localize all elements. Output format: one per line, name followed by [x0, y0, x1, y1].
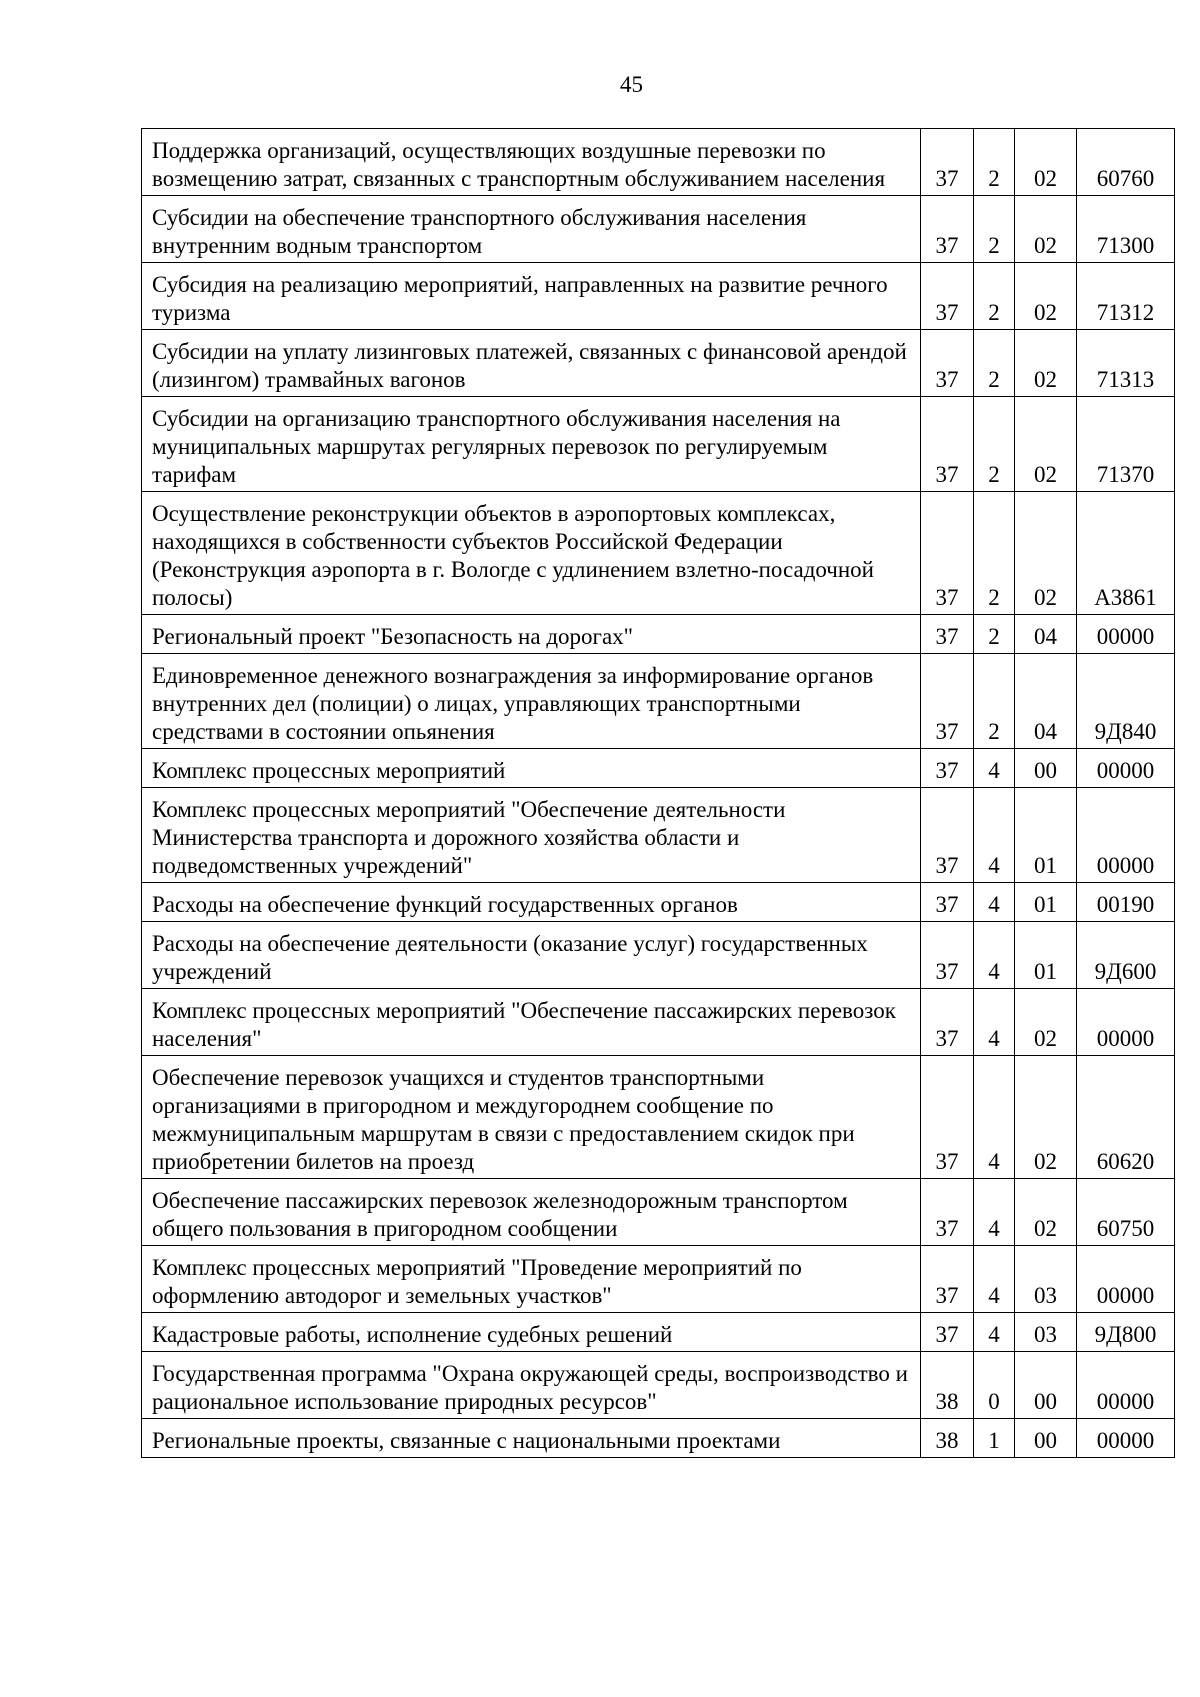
table-row: [142, 1352, 1175, 1419]
subprogram-code-cell: 2: [974, 654, 1015, 749]
table-row: [142, 654, 1175, 749]
table-row: [142, 1179, 1175, 1246]
program-code-cell: 37: [921, 196, 974, 263]
program-code-cell: 37: [921, 330, 974, 397]
table-row: [142, 1056, 1175, 1179]
expenditure-name-cell: Комплекс процессных мероприятий "Проведение мероприятий по оформлению автодорог и земельных участков": [142, 1246, 921, 1313]
direction-code-cell: 00000: [1077, 749, 1175, 788]
table-row: [142, 492, 1175, 615]
expenditure-name-cell: Кадастровые работы, исполнение судебных решений: [142, 1313, 921, 1352]
table-row: [142, 397, 1175, 492]
subprogram-code-cell: 4: [974, 1246, 1015, 1313]
direction-code-cell: 00190: [1077, 883, 1175, 922]
expenditure-name-cell: Поддержка организаций, осуществляющих воздушные перевозки по возмещению затрат, связанных с транспортным обслуживанием населения: [142, 129, 921, 196]
event-code-cell: 04: [1015, 615, 1077, 654]
event-code-cell: 02: [1015, 263, 1077, 330]
direction-code-cell: 00000: [1077, 1419, 1175, 1458]
direction-code-cell: 71312: [1077, 263, 1175, 330]
event-code-cell: 00: [1015, 749, 1077, 788]
subprogram-code-cell: 2: [974, 330, 1015, 397]
event-code-cell: 00: [1015, 1419, 1077, 1458]
program-code-cell: 38: [921, 1352, 974, 1419]
event-code-cell: 01: [1015, 883, 1077, 922]
program-code-cell: 37: [921, 1246, 974, 1313]
subprogram-code-cell: 4: [974, 788, 1015, 883]
event-code-cell: 02: [1015, 397, 1077, 492]
direction-code-cell: 00000: [1077, 989, 1175, 1056]
expenditure-name-cell: Региональные проекты, связанные с национальными проектами: [142, 1419, 921, 1458]
expenditure-name-cell: Единовременное денежного вознаграждения за информирование органов внутренних дел (полиции) о лицах, управляющих транспортными средствами в состоянии опьянения: [142, 654, 921, 749]
subprogram-code-cell: 4: [974, 922, 1015, 989]
direction-code-cell: А3861: [1077, 492, 1175, 615]
subprogram-code-cell: 2: [974, 615, 1015, 654]
event-code-cell: 03: [1015, 1313, 1077, 1352]
table-row: [142, 883, 1175, 922]
expenditure-name-cell: Расходы на обеспечение деятельности (оказание услуг) государственных учреждений: [142, 922, 921, 989]
page-number: 45: [620, 72, 643, 97]
program-code-cell: 37: [921, 1056, 974, 1179]
program-code-cell: 37: [921, 397, 974, 492]
program-code-cell: 37: [921, 749, 974, 788]
event-code-cell: 04: [1015, 654, 1077, 749]
expenditure-name-cell: Государственная программа "Охрана окружающей среды, воспроизводство и рациональное использование природных ресурсов": [142, 1352, 921, 1419]
budget-classification-table: [141, 128, 1175, 1458]
expenditure-name-cell: Комплекс процессных мероприятий "Обеспечение пассажирских перевозок населения": [142, 989, 921, 1056]
program-code-cell: 37: [921, 492, 974, 615]
expenditure-name-cell: Субсидия на реализацию мероприятий, направленных на развитие речного туризма: [142, 263, 921, 330]
subprogram-code-cell: 2: [974, 263, 1015, 330]
expenditure-name-cell: Комплекс процессных мероприятий: [142, 749, 921, 788]
program-code-cell: 37: [921, 129, 974, 196]
expenditure-name-cell: Расходы на обеспечение функций государственных органов: [142, 883, 921, 922]
table-row: [142, 330, 1175, 397]
table-row: [142, 788, 1175, 883]
direction-code-cell: 60750: [1077, 1179, 1175, 1246]
direction-code-cell: 9Д840: [1077, 654, 1175, 749]
subprogram-code-cell: 4: [974, 883, 1015, 922]
program-code-cell: 37: [921, 654, 974, 749]
direction-code-cell: 71370: [1077, 397, 1175, 492]
table-row: [142, 1246, 1175, 1313]
event-code-cell: 02: [1015, 330, 1077, 397]
subprogram-code-cell: 4: [974, 989, 1015, 1056]
program-code-cell: 37: [921, 883, 974, 922]
event-code-cell: 01: [1015, 922, 1077, 989]
subprogram-code-cell: 4: [974, 1313, 1015, 1352]
direction-code-cell: 71300: [1077, 196, 1175, 263]
table-row: [142, 129, 1175, 196]
expenditure-name-cell: Субсидии на обеспечение транспортного обслуживания населения внутренним водным транспортом: [142, 196, 921, 263]
subprogram-code-cell: 4: [974, 1179, 1015, 1246]
table-row: [142, 989, 1175, 1056]
program-code-cell: 37: [921, 1179, 974, 1246]
expenditure-name-cell: Комплекс процессных мероприятий "Обеспечение деятельности Министерства транспорта и дорожного хозяйства области и подведомственных учреждений": [142, 788, 921, 883]
event-code-cell: 02: [1015, 129, 1077, 196]
program-code-cell: 38: [921, 1419, 974, 1458]
event-code-cell: 02: [1015, 196, 1077, 263]
table-row: [142, 749, 1175, 788]
subprogram-code-cell: 2: [974, 129, 1015, 196]
program-code-cell: 37: [921, 615, 974, 654]
program-code-cell: 37: [921, 788, 974, 883]
direction-code-cell: 00000: [1077, 1352, 1175, 1419]
direction-code-cell: 00000: [1077, 788, 1175, 883]
table-row: [142, 196, 1175, 263]
program-code-cell: 37: [921, 989, 974, 1056]
program-code-cell: 37: [921, 1313, 974, 1352]
subprogram-code-cell: 1: [974, 1419, 1015, 1458]
direction-code-cell: 9Д600: [1077, 922, 1175, 989]
program-code-cell: 37: [921, 922, 974, 989]
table-row: [142, 922, 1175, 989]
direction-code-cell: 00000: [1077, 615, 1175, 654]
table-body: [142, 129, 1175, 1458]
table-row: [142, 263, 1175, 330]
subprogram-code-cell: 2: [974, 196, 1015, 263]
event-code-cell: 02: [1015, 989, 1077, 1056]
table-row: [142, 1313, 1175, 1352]
event-code-cell: 00: [1015, 1352, 1077, 1419]
table-row: [142, 1419, 1175, 1458]
direction-code-cell: 60620: [1077, 1056, 1175, 1179]
program-code-cell: 37: [921, 263, 974, 330]
subprogram-code-cell: 2: [974, 492, 1015, 615]
subprogram-code-cell: 0: [974, 1352, 1015, 1419]
expenditure-name-cell: Обеспечение перевозок учащихся и студентов транспортными организациями в пригородном и междугороднем сообщение по межмуниципальным маршрутам в связи с предоставлением скидок при приобретении билетов на проезд: [142, 1056, 921, 1179]
expenditure-name-cell: Субсидии на уплату лизинговых платежей, связанных с финансовой арендой (лизингом) трамвайных вагонов: [142, 330, 921, 397]
event-code-cell: 02: [1015, 492, 1077, 615]
subprogram-code-cell: 2: [974, 397, 1015, 492]
direction-code-cell: 60760: [1077, 129, 1175, 196]
expenditure-name-cell: Обеспечение пассажирских перевозок железнодорожным транспортом общего пользования в пригородном сообщении: [142, 1179, 921, 1246]
subprogram-code-cell: 4: [974, 1056, 1015, 1179]
event-code-cell: 01: [1015, 788, 1077, 883]
event-code-cell: 02: [1015, 1179, 1077, 1246]
direction-code-cell: 71313: [1077, 330, 1175, 397]
event-code-cell: 03: [1015, 1246, 1077, 1313]
subprogram-code-cell: 4: [974, 749, 1015, 788]
expenditure-name-cell: Осуществление реконструкции объектов в аэропортовых комплексах, находящихся в собственности субъектов Российской Федерации (Реконструкция аэропорта в г. Вологде с удлинением взлетно-посадочной полосы): [142, 492, 921, 615]
direction-code-cell: 9Д800: [1077, 1313, 1175, 1352]
direction-code-cell: 00000: [1077, 1246, 1175, 1313]
event-code-cell: 02: [1015, 1056, 1077, 1179]
table-row: [142, 615, 1175, 654]
expenditure-name-cell: Субсидии на организацию транспортного обслуживания населения на муниципальных маршрутах регулярных перевозок по регулируемым тарифам: [142, 397, 921, 492]
expenditure-name-cell: Региональный проект "Безопасность на дорогах": [142, 615, 921, 654]
